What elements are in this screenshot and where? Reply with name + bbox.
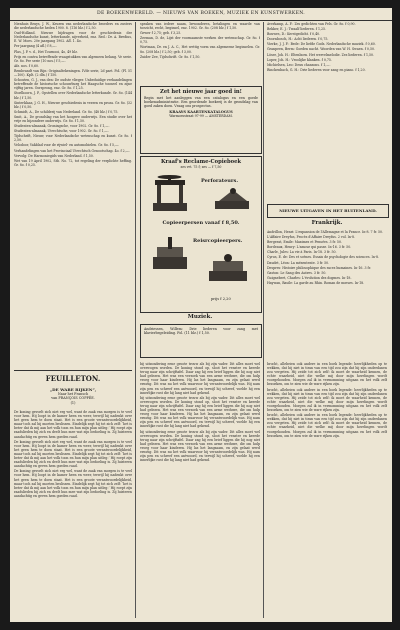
col3-bottom-text <box>267 362 387 612</box>
list-item: Gaston: Le Sang des Autres. 3 fr. 50. <box>267 270 327 275</box>
feuilleton-heading-block <box>14 374 132 405</box>
frankrijk-section <box>267 220 387 226</box>
ad-subtitle: zes vrt. 75 f; zes — f 7,50 <box>180 165 222 169</box>
list-item: Andrillon, Henri: L'expansion de l'Allemagne et la France. In-8. 7 fr. 50. <box>267 230 384 234</box>
perforator-image <box>213 187 253 212</box>
header-title: DE BOEKENWERELD. — NIEUWS VAN BOEKEN, MUZIEK EN KUNSTWERKEN. <box>96 11 306 16</box>
music-title: Muziek. <box>187 314 213 320</box>
story-paragraph: brocht, allebeien ook andere in een boek legende: heerlijkheden op te wekken, dat hij niet in tiran van een tijd zou zijn dat hij zijn onderdanen zou vergeten. Hij zeide tot zich zelf: ik moet de waarheid kennen, de echte waarheid, niet die welke mij door mijn hovelingen wordt voorgehouden. Morgen zal ik in vermomming uitgaan en het volk zelf bezoeken, om te zien wie de ware rijken zijn. <box>267 387 387 413</box>
list-item: Studenten-almanak, Utrechtsche, voor 1902. Gr. 8o. f 1,—. <box>14 129 109 134</box>
col3-listing <box>267 22 387 202</box>
col2-bottom-text <box>140 362 260 612</box>
list-item: Smit, A., De grondslag van het hoogere onderwijs. Een studie over het vrije en bijzondere onderwijs. Gr. 8o. f 1,50. <box>14 114 132 123</box>
list-item: Rinckenbach, G. H.: Drie liederen voor zang en piano. f 1,20. <box>267 67 366 72</box>
feuilleton-paragraph: De koning gevoelt zich niet erg wel, want de zaak van morgen is te veel voor hem. Hij loopt in de kamer heen en weer, terwijl hij nadenkt over het geen hem te doen staat. Het is een groote verantwoordelijkheid, maar toch zal hij moeten beslissen. Eindelijk zegt hij tot zich zelf: ‘het is beter dat ik mij aan het volk toon en hun mijn plan uitleg.’ Hij roept zijn raadslieden bij zich en deelt hun mee wat zijn bedoeling is. Zij luisteren aandachtig en geven hem goeden raad. <box>14 410 132 439</box>
list-item: Oud-Holland. Nieuwe bijdragen voor de geschiedenis der Nederlandsche kunst, letterkunde, nijverheid, enz. Red.: Dr. A. Bredius, E. W. Moes. 20e jaargang 1902. Afl. 1. 4o. <box>14 31 132 44</box>
list-item: Zuider Zee, Tijdschrift. Gr. 8o. f 1,50. <box>140 54 201 59</box>
list-item: Bordeaux, Henry: L'amour qui passe. In-16. 3 fr. 50. <box>267 245 352 250</box>
list-item: Per jaargang (4 afl.) f 8,—. <box>14 44 57 49</box>
list-item: Wet van 19 April 1902, Stb. No. 72, tot regeling der verplichte heffing. Gr. 8o. f 0,25. <box>14 158 132 167</box>
frankrijk-title: Frankrijk. <box>311 220 343 226</box>
perforateurs-label: Perforateurs. <box>201 178 239 184</box>
list-item: Granpeen, Berm: Goeden nacht. Woorden van W. H. Swaen. f 0,50. <box>267 47 376 52</box>
list-item: Guignebert, Charles: L'évolution des dogmes. In-18. <box>267 275 352 280</box>
chapter-number: (1) <box>70 401 76 405</box>
foreign-listing <box>267 230 387 356</box>
list-item: Gewer f 2,75; geb. f 3,25. <box>140 31 182 36</box>
list-item: Löser, Joh. H.: Eltenborn. Het wervelmelodie. Zes liederen. f 1,50. <box>267 52 375 57</box>
list-item: Bouwes, D.: Kerstgedicht. f 0,40. <box>267 32 321 37</box>
list-item: Loper, Joh. H.: Vroolijke klanken. f 0,75. <box>267 57 332 62</box>
copieerpersen-label: Copieerpersen vanaf f 8,50. <box>162 220 240 226</box>
feuilleton-text <box>14 410 132 610</box>
story-paragraph: brocht, allebeien ook andere in een boek legende: heerlijkheden op te wekken, dat hij niet in tiran van een tijd zou zijn dat hij zijn onderdanen zou vergeten. Hij zeide tot zich zelf: ik moet de waarheid kennen, de echte waarheid, niet die welke mij door mijn hovelingen wordt voorgehouden. Morgen zal ik in vermomming uitgaan en het volk zelf bezoeken, om te zien wie de ware rijken zijn. <box>267 413 387 438</box>
list-item: Zeeman, D. de, Lijst der voornaamste werken der wetenschap. Gr. 8o. f 0,75. <box>140 36 260 45</box>
list-item: Tijdschrift, Nieuw, voor Nederlandsche wetenschap en kunst. Gr. 8o. f 2,50. <box>14 134 132 143</box>
travel-press-image <box>203 253 253 293</box>
list-item: Bekker, E. J.: Twaalf liederen. f 1,25. <box>267 27 327 32</box>
list-item: Wortman, Dr. en J. A. C., Het wettig vorm van algemeene beginselen. Gr. 8o. (208 blz.) f 2,50; geb. f 3,00. <box>140 45 260 54</box>
list-item: Schmidt, A., De schilderij van Nederland. Gr. 8o. (48 blz.) f 0,75. <box>14 109 119 114</box>
list-item: spraken van iedere naam, bewonderen, betalingen en waarde van toezicht, recht, beginsel, enz. 1902. Gr. 8o. (208 blz.) f 1,50. <box>140 22 260 31</box>
list-item: Charle, Jules: La vie à Paris. In-18. 3 fr. 50. <box>267 250 337 255</box>
list-item: Nienhuis Bruys, J. W., Keuren van nederlandsche broeders en zusters die nederlandsche heden 1900. 8. (116 blz.) f 2,50. <box>14 22 132 31</box>
uitgaven-title: NIEUWE UITGAVEN IN HET BUITENLAND. <box>279 208 377 213</box>
list-item: Plas, J. P. v. d., Het Tournooi, 4o, 49 blz. <box>14 49 78 54</box>
story-paragraph: bij uitzondering eene groote trouw als bij zijn vader. Dit alles moet wel overwogen worden. De koning stond op, sloot het venster en keerde terug naar zijn schrijftafel. Daar zag hij een brief liggen die hij nog niet had gelezen. Het was een verzoek van een arme weduwe, die om hulp vroeg voor haar kinderen. Hij las het langzaam, en zijn gelaat werd ernstig. Dit was nu het volk waarvoor hij verantwoordelijk was. Hij nam zijn pen en schreef een antwoord, en terwijl hij schreef, voelde hij een innerlijke rust die hij lang niet had gekend. <box>140 395 260 429</box>
list-item: Prijs en contra betreffende vraagstukken van algemeen belang. Ve serie. Gr. 8o. Per serie (10 nos.) f 5,—. <box>14 54 132 63</box>
announcement-address: Warmoesstraat 97-99 — AMSTERDAM. <box>169 113 233 118</box>
list-item: Cyrus, E. de: Des et scènes. Essais de psychologie des sciences. In-8. <box>267 255 379 260</box>
copying-press-image <box>147 175 192 215</box>
list-item: Haywan, Basile: La garde au Rhin. Roman de mœurs. In-18. <box>267 280 365 285</box>
story-paragraph: bij uitzondering eene groote trouw als bij zijn vader. Dit alles moet wel overwogen worden. De koning stond op, sloot het venster en keerde terug naar zijn schrijftafel. Daar zag hij een brief liggen die hij nog niet had gelezen. Het was een verzoek van een arme weduwe, die om hulp vroeg voor haar kinderen. Hij las het langzaam, en zijn gelaat werd ernstig. Dit was nu het volk waarvoor hij verantwoordelijk was. Hij nam zijn pen en schreef een antwoord, en terwijl hij schreef, voelde hij een innerlijke rust die hij lang niet had gekend. <box>140 362 260 395</box>
story-paragraph: brocht, allebeien ook andere in een boek legende: heerlijkheden op te wekken, dat hij niet in tiran van een tijd zou zijn dat hij zijn onderdanen zou vergeten. Hij zeide tot zich zelf: ik moet de waarheid kennen, de echte waarheid, niet die welke mij door mijn hovelingen wordt voorgehouden. Morgen zal ik in vermomming uitgaan en het volk zelf bezoeken, om te zien wie de ware rijken zijn. <box>267 362 387 387</box>
col2-listing <box>140 22 260 82</box>
list-item: Stoelhoorn, J. P., Opstellen over Nederlandsche letterkunde. Gr. 8o. (144 blz.) f 1,50. <box>14 91 132 100</box>
announcement-title: Zet het nieuwe jaar goed in! <box>160 89 242 95</box>
uitgaven-banner <box>267 204 389 218</box>
feuilleton-paragraph: De koning gevoelt zich niet erg wel, want de zaak van morgen is te veel voor hem. Hij loopt in de kamer heen en weer, terwijl hij nadenkt over het geen hem te doen staat. Het is een groote verantwoordelijkheid, maar toch zal hij moeten beslissen. Eindelijk zegt hij tot zich zelf: ‘het is beter dat ik mij aan het volk toon en hun mijn plan uitleg.’ Hij roept zijn raadslieden bij zich en deelt hun mee wat zijn bedoeling is. Zij luisteren aandachtig en geven hem goeden raad. <box>14 439 132 469</box>
music-section <box>140 314 260 320</box>
ad-title: Kraaf's Reclame-Copieboek <box>160 159 242 165</box>
list-item: Afz. nos. f 0,60. <box>14 63 40 68</box>
music-advertisement <box>140 324 262 358</box>
announcement-company: KRAAYS KAARTENKATALOGUS <box>169 109 233 114</box>
divider <box>14 370 132 371</box>
feuilleton-heading: FEUILLETON. <box>45 374 101 383</box>
column-rule <box>263 22 264 618</box>
page-header <box>10 8 392 21</box>
list-item: Verhandelingen van het Provinciaal Utrechtsch Genootschap. 4o. f 2,—. <box>14 148 130 153</box>
story-paragraph: bij uitzondering eene groote trouw als bij zijn vader. Dit alles moet wel overwogen worden. De koning stond op, sloot het venster en keerde terug naar zijn schrijftafel. Daar zag hij een brief liggen die hij nog niet had gelezen. Het was een verzoek van een arme weduwe, die om hulp vroeg voor haar kinderen. Hij las het langzaam, en zijn gelaat werd ernstig. Dit was nu het volk waarvoor hij verantwoordelijk was. Hij nam zijn pen en schreef een antwoord, en terwijl hij schreef, voelde hij een innerlijke rust die hij lang niet had gekend. <box>140 429 260 463</box>
list-item: Schouten, G. J., van den: De oudste vlieger. Unbeduidige verhandelingen betreffende de historische schouwburg het Haagsche tooneel en zijne vijftig jaren. Oorsprong, enz. Gr. 8o. f 1,25. <box>14 78 132 91</box>
author-line: van FRANÇOIS COPPÉE. <box>51 396 95 400</box>
reiscopieerpers-label: Reisrcopieerpers. <box>193 238 243 244</box>
list-item: Rembrandt van Rijn: Originaltekeningen. IVde serie, 2d part. Fol. (Pl. 51—100). Kplt. (2 dln.) f 150. <box>14 68 132 78</box>
book-press-image <box>149 235 191 275</box>
announcement-box <box>140 86 262 154</box>
announcement-text: Begin met het aanleggen van een catalogus en een goede boekenadministratie. Een geordende boekerij is de grondslag van goed zaken doen. Vraag ons prospectus. <box>144 96 258 109</box>
music-text: Andriessen, Willem: Drie liederen voor zang met klavierbegeleiding. Fol. (11 blz.) f 1,50. <box>144 327 258 336</box>
story-title: „DE WARE RIJKEN”, <box>49 387 97 392</box>
col1-listing <box>14 22 132 367</box>
newspaper-page <box>10 8 392 622</box>
list-item: Vervolg: De Harmoniegids van Nederland. f 1,50. <box>14 153 94 158</box>
list-item: L'Affaire Dreyfus, Procès d'Affaire Dreyfus. 2 vol. In-8. <box>267 235 356 240</box>
byline: Naar het Fransch <box>57 392 89 396</box>
copieboek-advertisement <box>140 156 262 313</box>
price-label: prijs f 2,20 <box>211 297 231 301</box>
list-item: Sinterklaas, J. G. H., Nieuwe geschiedenis in verzen en proza. Gr. 8o. (32 blz.) f 0,50. <box>14 100 132 109</box>
list-item: Despres: Histoire philosophique des races humaines. In-16. 3 fr. <box>267 265 371 270</box>
list-item: Averkamp, A. F.: Zes gedichten van Fels. Gr. 8o. f 0,90. <box>267 22 356 26</box>
list-item: Michielsen, Leo: Deux chansons. f 1,—. <box>267 62 331 67</box>
list-item: Vierke, J. J. F.: Bede: De liefde Gods. Nederlandsche muziek. f 0,60. <box>267 42 376 47</box>
list-item: Daudet, Léon: La mésentente. 3 fr. 50. <box>267 260 330 265</box>
list-item: Doornbosch, H.: Acht liederen. f 0,75. <box>267 37 329 42</box>
feuilleton-paragraph: De koning gevoelt zich niet erg wel, want de zaak van morgen is te veel voor hem. Hij loopt in de kamer heen en weer, terwijl hij nadenkt over het geen hem te doen staat. Het is een groote verantwoordelijkheid, maar toch zal hij moeten beslissen. Eindelijk zegt hij tot zich zelf: ‘het is beter dat ik mij aan het volk toon en hun mijn plan uitleg.’ Hij roept zijn raadslieden bij zich en deelt hun mee wat zijn bedoeling is. Zij luisteren aandachtig en geven hem goeden raad. <box>14 469 132 498</box>
list-item: Velodoor, Vakblad voor de rijwiel- en automobielen. Gr. 8o. f 5,—. <box>14 143 120 148</box>
list-item: Bergerat, Emile: Maximes et Pensées. 3 fr. 50. <box>267 240 342 245</box>
list-item: Studenten-almanak, Groningsche, voor 1902. Gr. 8o. f 1,—. <box>14 124 110 129</box>
column-rule <box>135 22 136 618</box>
